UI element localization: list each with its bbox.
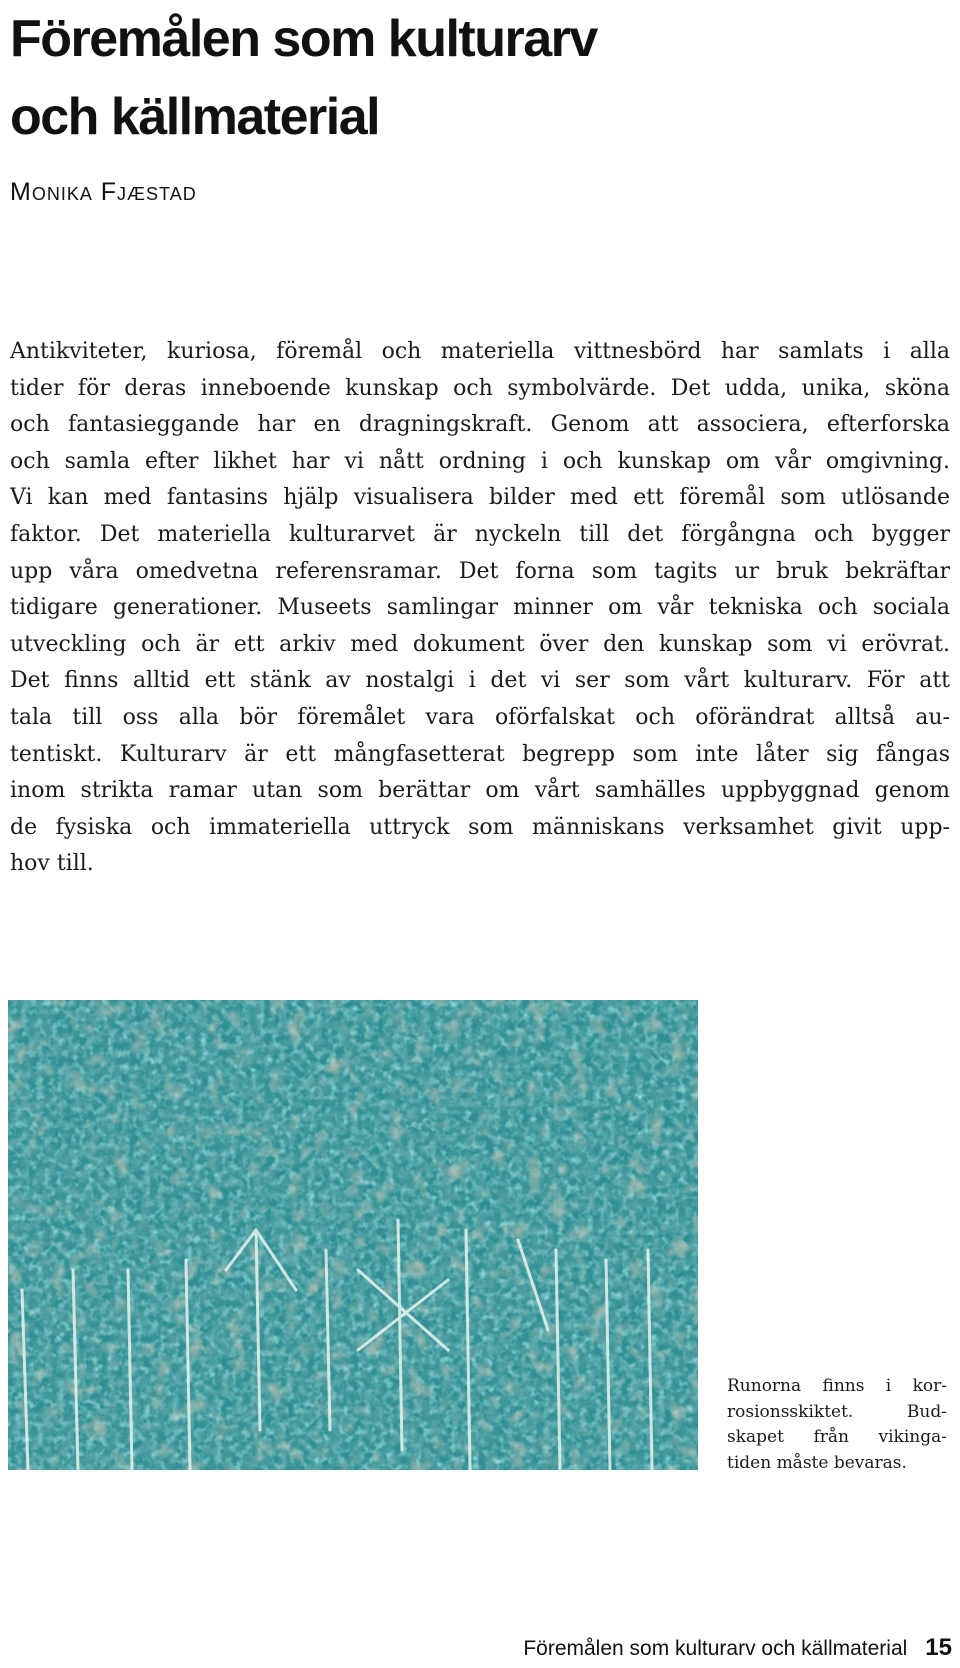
body-line: de fysiska och immateriella uttryck som människans verksamhet givit upp- [10,814,950,840]
body-line: tala till oss alla bör föremålet vara oförfalskat och oförändrat alltså au- [10,704,950,730]
body-line: tider för deras inneboende kunskap och symbolvärde. Det udda, unika, sköna [10,375,950,401]
running-title: Föremålen som kulturarv och källmaterial [523,1637,908,1660]
body-line: utveckling och är ett arkiv med dokument över den kunskap som vi erövrat. [10,631,950,657]
body-line: tentiskt. Kulturarv är ett mångfasetterat begrepp som inte låter sig fångas [10,741,950,767]
rune-corrosion-photo [8,1000,698,1470]
article-author: Monika Fjæstad [10,178,197,206]
page-footer [523,1634,952,1662]
figure-caption [727,1374,947,1476]
body-line: Vi kan med fantasins hjälp visualisera bilder med ett föremål som utlösande [10,485,950,511]
caption-line: skapet från vikinga- [727,1427,947,1447]
patina-rust-speckle [8,1000,698,1470]
page-number: 15 [925,1634,952,1661]
body-line: faktor. Det materiella kulturarvet är nyckeln till det förgångna och bygger [10,521,950,547]
body-line: inom strikta ramar utan som berättar om vårt samhälles uppbyggnad genom [10,778,950,804]
body-line: och samla efter likhet har vi nått ordning i och kunskap om vår omgivning. [10,448,950,474]
caption-line: Runorna finns i kor- [727,1376,947,1396]
article-title [10,0,910,156]
caption-line: rosionsskiktet. Bud- [727,1401,947,1422]
body-line: Det finns alltid ett stänk av nostalgi i det vi ser som vårt kulturarv. För att [10,668,950,694]
article-title-line: och källmaterial [10,88,380,146]
article-body [10,334,950,883]
caption-line: tiden måste bevaras. [727,1452,907,1473]
body-line: Antikviteter, kuriosa, föremål och materiella vittnesbörd har samlats i alla [10,339,950,364]
body-line: upp våra omedvetna referensramar. Det forna som tagits ur bruk bekräftar [10,558,950,584]
corroded-metal-image [8,1000,698,1470]
body-line: hov till. [10,851,94,877]
body-line: tidigare generationer. Museets samlingar minner om vår tekniska och sociala [10,595,950,621]
body-line: och fantasieggande har en dragningskraft. Genom att associera, efterforska [10,412,950,438]
article-title-line: Föremålen som kulturarv [10,10,597,68]
